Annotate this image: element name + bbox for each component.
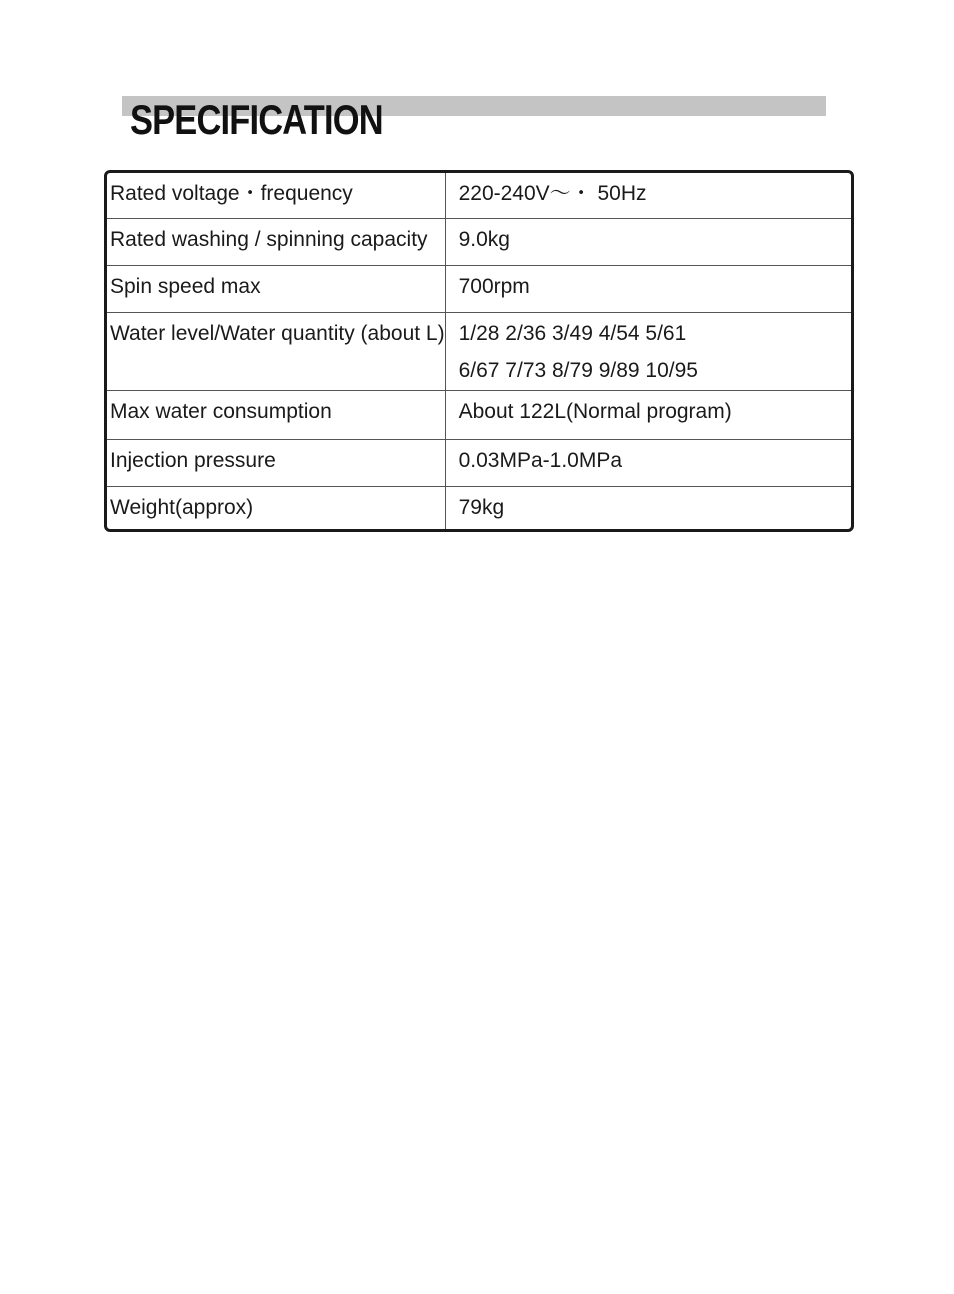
- table-row: [107, 487, 851, 529]
- spec-label: [107, 219, 446, 266]
- spec-value: [446, 266, 851, 313]
- spec-value-text: 220-240V～・ 50Hz: [458, 182, 647, 205]
- spec-label-text: Weight(approx): [110, 496, 254, 519]
- table-row: [107, 440, 851, 487]
- table-row: [107, 173, 851, 219]
- spec-label-text: Max water consumption: [110, 400, 332, 423]
- spec-label-text: Spin speed max: [110, 275, 261, 298]
- spec-value: [446, 440, 851, 487]
- spec-value-text: 9.0kg: [458, 228, 510, 251]
- spec-label: [107, 173, 446, 219]
- spec-value: [446, 219, 851, 266]
- spec-label: [107, 440, 446, 487]
- spec-value-text-line-1: 1/28 2/36 3/49 4/54 5/61: [458, 322, 687, 345]
- spec-label: [107, 487, 446, 529]
- spec-label: [107, 266, 446, 313]
- spec-label: [107, 313, 446, 391]
- spec-label-text: Injection pressure: [110, 449, 276, 472]
- table-row: [107, 391, 851, 440]
- spec-value-text-line-2: 6/67 7/73 8/79 9/89 10/95: [458, 359, 698, 382]
- spec-label: [107, 391, 446, 440]
- spec-value: [446, 391, 851, 440]
- table-row: [107, 219, 851, 266]
- spec-value-text: 0.03MPa-1.0MPa: [458, 449, 623, 472]
- spec-value: [446, 173, 851, 219]
- spec-value-text: 79kg: [458, 496, 505, 519]
- spec-value-text: About 122L(Normal program): [458, 400, 732, 423]
- spec-label-text: Rated voltage・frequency: [110, 182, 353, 205]
- table-row: [107, 313, 851, 391]
- specification-table: [104, 170, 854, 532]
- spec-label-text: Water level/Water quantity (about L): [110, 322, 445, 345]
- table-row: [107, 266, 851, 313]
- spec-value-text: 700rpm: [458, 275, 530, 298]
- spec-label-text: Rated washing / spinning capacity: [110, 228, 428, 251]
- spec-value: [446, 487, 851, 529]
- page-title: SPECIFICATION: [130, 96, 383, 143]
- spec-value: [446, 313, 851, 391]
